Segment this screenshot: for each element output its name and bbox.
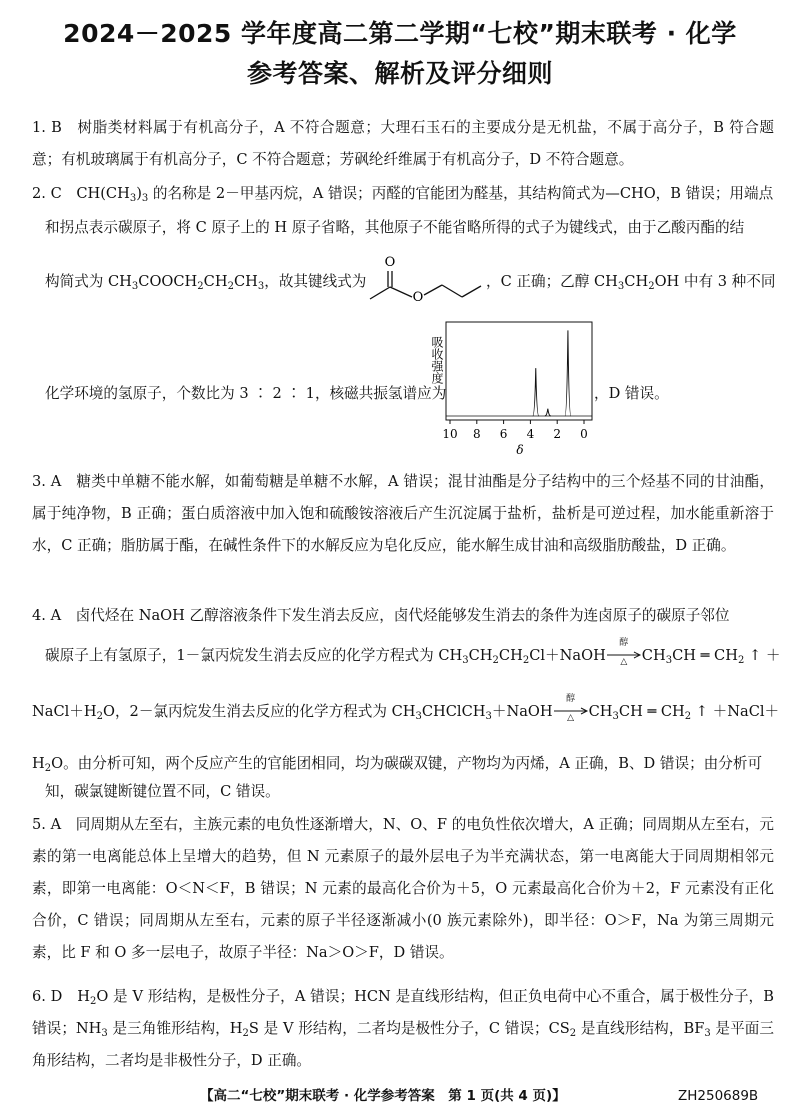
q2-l3-mid2: CH bbox=[203, 273, 228, 290]
t: CH bbox=[641, 647, 666, 664]
sub: 3 bbox=[415, 711, 422, 722]
t: Cl＋NaOH bbox=[529, 647, 606, 664]
x-tick-label: 10 bbox=[442, 427, 458, 441]
x-tick-label: 6 bbox=[499, 427, 508, 441]
nmr-peak bbox=[533, 368, 539, 416]
sub: 2 bbox=[197, 281, 204, 292]
q2-l3-after2: CH bbox=[624, 273, 649, 290]
reaction-arrow bbox=[606, 638, 642, 667]
answer-6-text bbox=[32, 981, 774, 1077]
footer-text: 【高二“七校”期末联考 · 化学参考答案 第 1 页(共 4 页)】 bbox=[200, 1088, 566, 1104]
t: CH ═ CH bbox=[672, 647, 738, 664]
q2-l4-post: ，D 错误。 bbox=[594, 385, 669, 402]
sub: 3 bbox=[617, 281, 625, 292]
t: CH bbox=[588, 703, 613, 720]
x-tick-label: 2 bbox=[553, 427, 562, 441]
peaks bbox=[533, 330, 571, 416]
sub: 2 bbox=[569, 1028, 577, 1039]
answer-5 bbox=[32, 809, 774, 969]
answer-2-line-1 bbox=[32, 178, 772, 210]
sub: 3 bbox=[131, 281, 139, 292]
x-axis-label: δ bbox=[516, 443, 524, 457]
t: ↑ ＋NaCl＋ bbox=[691, 703, 780, 720]
answer-5-text: 5. A 同周期从左至右，主族元素的电负性逐渐增大，N、O、F 的电负性依次增大，A 正确；同周期从左至右，元素的第一电离能总体上呈增大的趋势，但 N 元素原子的最外层电子为半充满状态，第一电离能大于同周期相邻元素，即第一电离能：O＜N＜F，B 错误；N 元素的最高化合价为＋5，O 元素最高化合价为＋2，F 元素没有正化合价，C 错误；同周期从左至右，元素的原子半径逐渐减小(0 族元素除外)，即半径：O＞F，Na 为第三周期元素，比 F 和 O 多一层电子，故原子半径：Na＞O＞F，D 错误。 bbox=[32, 816, 774, 961]
answer-3 bbox=[32, 466, 774, 562]
q2-sub2: 3 bbox=[141, 193, 149, 204]
arrow-heat: △ bbox=[620, 657, 628, 667]
bond bbox=[370, 287, 390, 299]
bond bbox=[462, 286, 481, 297]
sub: 2 bbox=[737, 655, 745, 666]
sub: 2 bbox=[684, 711, 692, 722]
x-tick-label: 4 bbox=[526, 427, 535, 441]
t: CH ═ CH bbox=[618, 703, 685, 720]
q2-l3-after: ，C 正确；乙醇 CH bbox=[486, 273, 618, 290]
plot-frame bbox=[446, 322, 592, 420]
t: ↑ ＋ bbox=[744, 647, 781, 664]
q2-l3-after3: OH 中有 3 种不同 bbox=[654, 273, 776, 290]
q2-l3-mid3: CH bbox=[233, 273, 258, 290]
t: ＋NaOH bbox=[491, 703, 553, 720]
reaction-arrow bbox=[553, 694, 589, 723]
answer-4-line-5 bbox=[45, 776, 785, 808]
answer-2-line-3b bbox=[486, 266, 786, 298]
sub: 2 bbox=[492, 655, 499, 666]
ester-oxygen-label: O bbox=[412, 290, 424, 305]
sub: 2 bbox=[648, 281, 655, 292]
t: H bbox=[32, 755, 45, 772]
x-tick-label: 0 bbox=[580, 427, 588, 441]
answer-4-line-1 bbox=[32, 600, 772, 632]
footer-code: ZH250689B bbox=[678, 1088, 759, 1104]
nmr-spectrum-chart bbox=[428, 318, 596, 458]
answer-2-line-2 bbox=[45, 212, 785, 244]
q2-l3-mid: COOCH bbox=[138, 273, 198, 290]
sub: 3 bbox=[101, 1028, 108, 1039]
bond bbox=[442, 285, 462, 297]
carbonyl-oxygen-label: O bbox=[384, 255, 396, 270]
sub: 3 bbox=[462, 655, 469, 666]
t: CH bbox=[468, 647, 493, 664]
bond bbox=[424, 285, 442, 295]
nmr-peak bbox=[565, 330, 571, 416]
t: 是平面三角形结构，二者均是非极性分子，D 正确。 bbox=[32, 1020, 775, 1069]
nmr-peak bbox=[545, 409, 551, 416]
t: O 是 V 形结构，是极性分子，A 错误；HCN 是直线形结构，但正负电荷中心不重合，属于极性分子，B 错误；NH bbox=[32, 988, 774, 1037]
sub: 3 bbox=[704, 1028, 711, 1039]
answer-4-line-2 bbox=[45, 640, 785, 672]
answer-1 bbox=[32, 112, 774, 176]
answer-3-text: 3. A 糖类中单糖不能水解，如葡萄糖是单糖不水解，A 错误；混甘油酯是分子结构中的三个烃基不同的甘油酯，属于纯净物，B 正确；蛋白质溶液中加入饱和硫酸铵溶液后产生沉淀属于盐析，盐析是可逆过程，加水能重新溶于水，C 正确；脂肪属于酯，在碱性条件下的水解反应为皂化反应，能水解生成甘油和高级脂肪酸盐，D 正确。 bbox=[32, 473, 774, 554]
answer-2-line-4 bbox=[45, 378, 447, 410]
sub: 3 bbox=[485, 711, 492, 722]
sub: 3 bbox=[257, 281, 265, 292]
answer-1-text: 1. B 树脂类材料属于有机高分子，A 不符合题意；大理石玉石的主要成分是无机盐，不属于高分子，B 符合题意；有机玻璃属于有机高分子，C 不符合题意；芳砜纶纤维属于有机高分子，D 不符合题意。 bbox=[32, 119, 774, 168]
t: 6. D H bbox=[32, 988, 90, 1005]
sub: 3 bbox=[612, 711, 619, 722]
q2-b: 的名称是 2－甲基丙烷，A 错误；丙醛的官能团为醛基，其结构简式为—CHO，B 错误；用端点 bbox=[148, 185, 774, 202]
t: NaCl＋H bbox=[32, 703, 97, 720]
q2-a: 2. C CH(CH bbox=[32, 185, 130, 202]
t: 碳原子上有氢原子，1－氯丙烷发生消去反应的化学方程式为 CH bbox=[45, 647, 463, 664]
t: O。由分析可知，两个反应产生的官能团相同，均为碳碳双键，产物均为丙烯，A 正确，B、D 错误；由分析可 bbox=[51, 755, 763, 772]
bond bbox=[390, 287, 412, 297]
x-tick-label: 8 bbox=[472, 427, 481, 441]
arrow-condition: 醇 bbox=[619, 638, 629, 648]
x-ticks bbox=[442, 420, 587, 441]
t: CH bbox=[498, 647, 523, 664]
q2-l3-post: ，故其键线式为 bbox=[264, 273, 367, 290]
sub: 2 bbox=[44, 763, 52, 774]
answer-2-line-4b bbox=[594, 378, 714, 410]
t: 是直线形结构，BF bbox=[576, 1020, 705, 1037]
arrow-heat: △ bbox=[567, 713, 575, 723]
sub: 2 bbox=[242, 1028, 249, 1039]
page-footer bbox=[0, 1085, 800, 1107]
t: 是三角锥形结构，H bbox=[107, 1020, 243, 1037]
q2-sub: 3 bbox=[129, 193, 137, 204]
q4-l1: 4. A 卤代烃在 NaOH 乙醇溶液条件下发生消去反应，卤代烃能够发生消去的条件为连卤原子的碳原子邻位 bbox=[32, 607, 730, 624]
sub: 2 bbox=[96, 711, 103, 722]
q2-a2: ) bbox=[136, 185, 142, 202]
answer-6 bbox=[32, 981, 774, 1077]
answer-4-line-3 bbox=[32, 694, 780, 728]
sub: 2 bbox=[89, 996, 97, 1007]
sub: 3 bbox=[665, 655, 673, 666]
sub: 2 bbox=[227, 281, 234, 292]
q2-l3-pre: 构简式为 CH bbox=[45, 273, 132, 290]
arrow-condition: 醇 bbox=[566, 694, 576, 704]
page-subtitle: 参考答案、解析及评分细则 bbox=[246, 59, 553, 88]
q4-l5: 知，碳氯键断键位置不同，C 错误。 bbox=[45, 783, 280, 800]
t: O，2－氯丙烷发生消去反应的化学方程式为 CH bbox=[103, 703, 416, 720]
t: S 是 V 形结构，二者均是极性分子，C 错误；CS bbox=[248, 1020, 570, 1037]
q2-line2: 和拐点表示碳原子，将 C 原子上的 H 原子省略，其他原子不能省略所得的式子为键线式，由于乙酸丙酯的结 bbox=[45, 219, 745, 236]
y-axis-label: 吸收强度 bbox=[430, 336, 444, 384]
page-title: 2024－2025 学年度高二第二学期“七校”期末联考 · 化学 bbox=[63, 19, 737, 48]
propyl-acetate-skeletal-formula bbox=[368, 255, 483, 305]
sub: 2 bbox=[522, 655, 530, 666]
t: CHClCH bbox=[421, 703, 486, 720]
q2-l4-pre: 化学环境的氢原子，个数比为 3 ∶ 2 ∶ 1，核磁共振氢谱应为 bbox=[45, 385, 447, 402]
